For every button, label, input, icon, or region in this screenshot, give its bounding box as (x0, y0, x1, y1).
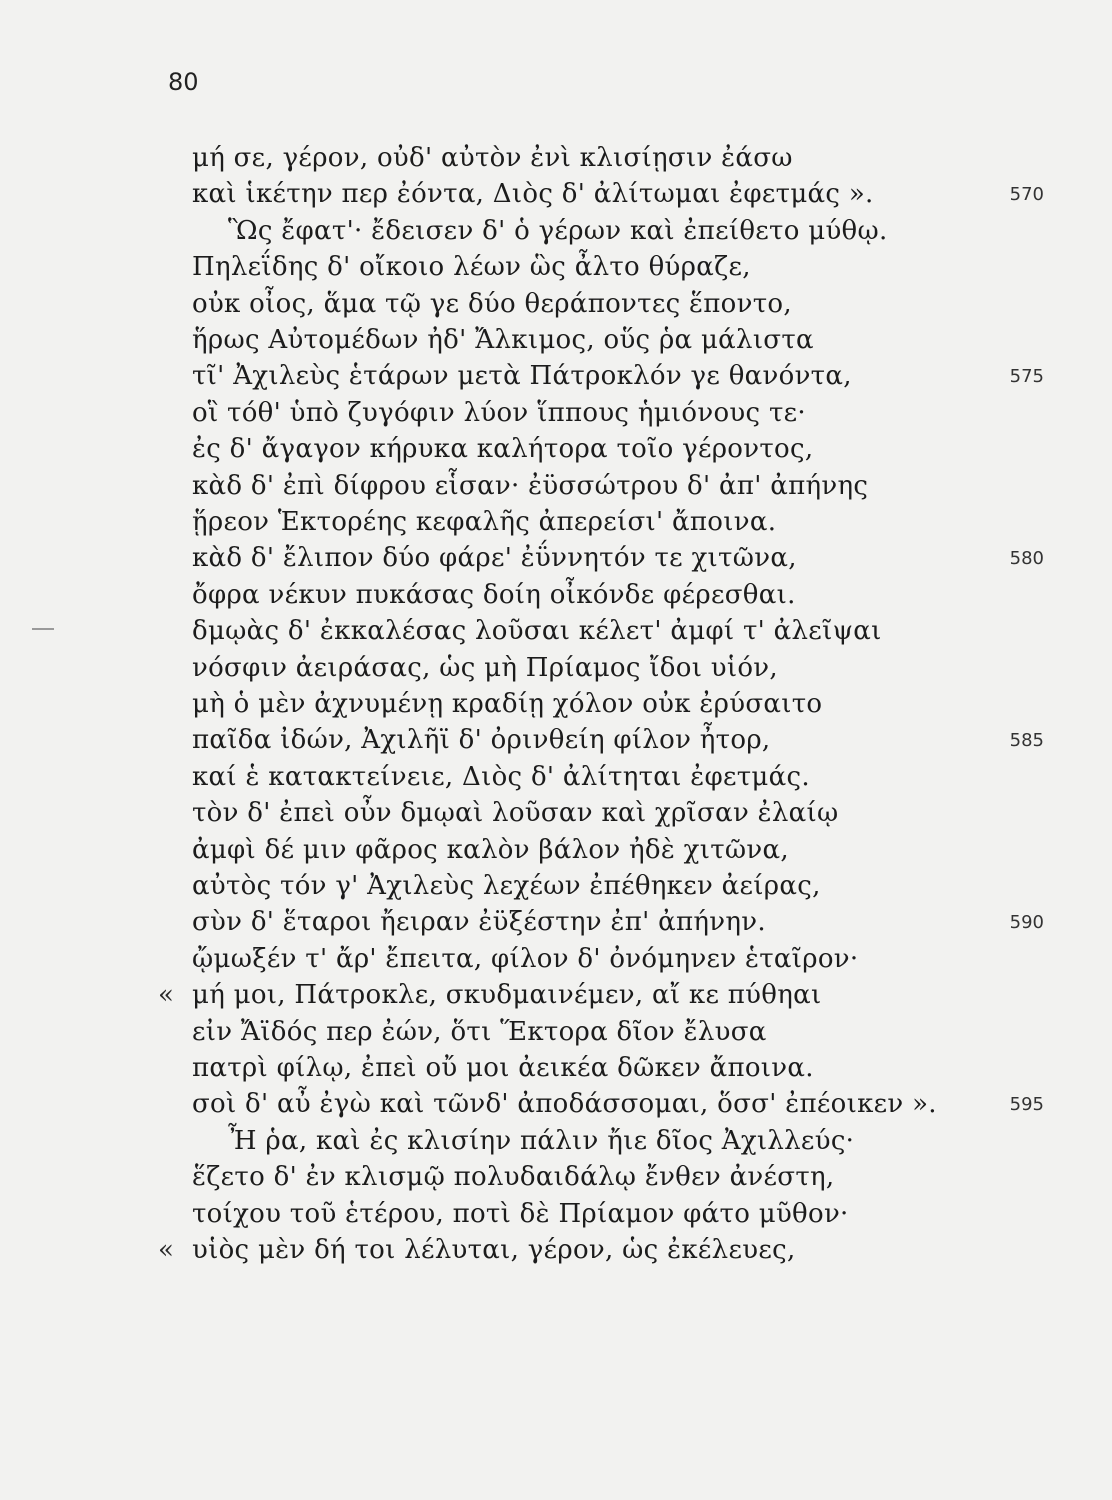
verse-text: κὰδ δ' ἔλιπον δύο φάρε' ἐΰννητόν τε χιτῶνα, (192, 543, 797, 574)
verse-line (0, 395, 1112, 431)
verse-line (0, 868, 1112, 904)
verse-line (0, 1159, 1112, 1195)
verse-text: καὶ ἱκέτην περ ἐόντα, Διὸς δ' ἀλίτωμαι ἐφετμάς ». (192, 179, 874, 210)
verse-text: τῖ' Ἀχιλεὺς ἑτάρων μετὰ Πάτροκλόν γε θανόντα, (192, 361, 852, 392)
verse-line (0, 286, 1112, 322)
verse-line (0, 686, 1112, 722)
verse-text: ᾤμωξέν τ' ἄρ' ἔπειτα, φίλον δ' ὀνόμηνεν ἑταῖρον· (192, 943, 859, 974)
verse-text: σὺν δ' ἕταροι ἤειραν ἐϋξέστην ἐπ' ἀπήνην. (192, 907, 766, 938)
verse-text: μή μοι, Πάτροκλε, σκυδμαινέμεν, αἴ κε πύθηαι (192, 980, 822, 1011)
verse-line (0, 795, 1112, 831)
verse-text: τοίχου τοῦ ἑτέρου, ποτὶ δὲ Πρίαμον φάτο μῦθον· (192, 1198, 849, 1229)
verse-line (0, 540, 1112, 576)
verse-line (0, 1050, 1112, 1086)
verse-line (0, 650, 1112, 686)
verse-line (0, 322, 1112, 358)
verse-line (0, 1086, 1112, 1122)
line-number: 580 (1009, 548, 1044, 570)
verse-text: οἳ τόθ' ὑπὸ ζυγόφιν λύον ἵππους ἡμιόνους τε· (192, 397, 806, 428)
verse-text: μὴ ὁ μὲν ἀχνυμένῃ κραδίῃ χόλον οὐκ ἐρύσαιτο (192, 689, 823, 719)
line-number: 585 (1009, 730, 1044, 752)
verse-text: αὐτὸς τόν γ' Ἀχιλεὺς λεχέων ἐπέθηκεν ἀείρας, (192, 871, 821, 901)
verse-line (0, 1196, 1112, 1232)
verse-line (0, 1014, 1112, 1050)
verse-text: ἀμφὶ δέ μιν φᾶρος καλὸν βάλον ἠδὲ χιτῶνα, (192, 834, 789, 865)
verse-line (0, 904, 1112, 940)
verse-text: καί ἑ κατακτείνειε, Διὸς δ' ἀλίτηται ἐφετμάς. (192, 761, 810, 792)
verse-text: Πηλεΐδης δ' οἴκοιο λέων ὣς ἆλτο θύραζε, (192, 252, 751, 283)
verse-line (0, 613, 1112, 649)
verse-line (0, 140, 1112, 176)
line-number: 575 (1009, 366, 1044, 388)
verse-text: ἕζετο δ' ἐν κλισμῷ πολυδαιδάλῳ ἔνθεν ἀνέστη, (192, 1162, 835, 1193)
line-number: 595 (1009, 1094, 1044, 1116)
verse-text: μή σε, γέρον, οὐδ' αὐτὸν ἐνὶ κλισίῃσιν ἐάσω (192, 143, 793, 173)
verse-line (0, 504, 1112, 540)
verse-line (0, 213, 1112, 249)
verse-text: Ἦ ῥα, καὶ ἐς κλισίην πάλιν ἤιε δῖος Ἀχιλλεύς· (228, 1125, 855, 1156)
page-number: 80 (168, 68, 199, 96)
verse-line (0, 1123, 1112, 1159)
verse-text: ὄφρα νέκυν πυκάσας δοίη οἶκόνδε φέρεσθαι. (192, 579, 796, 610)
verse-line (0, 431, 1112, 467)
verse-line (0, 1232, 1112, 1268)
verse-text: οὐκ οἶος, ἅμα τῷ γε δύο θεράποντες ἕποντο, (192, 288, 792, 319)
verse-text: σοὶ δ' αὖ ἐγὼ καὶ τῶνδ' ἀποδάσσομαι, ὅσσ' ἐπέοικεν ». (192, 1089, 937, 1120)
verse-text: δμῳὰς δ' ἐκκαλέσας λοῦσαι κέλετ' ἀμφί τ' ἀλεῖψαι (192, 616, 882, 647)
quote-mark: « (158, 1235, 174, 1265)
verse-line (0, 249, 1112, 285)
verse-text: πατρὶ φίλῳ, ἐπεὶ οὔ μοι ἀεικέα δῶκεν ἄποινα. (192, 1053, 814, 1083)
verse-line (0, 358, 1112, 394)
verse-line (0, 176, 1112, 212)
verse-line (0, 468, 1112, 504)
verse-text: ἥρως Αὐτομέδων ἠδ' Ἄλκιμος, οὕς ῥα μάλιστα (192, 325, 814, 355)
verse-line (0, 722, 1112, 758)
verse-text: νόσφιν ἀειράσας, ὡς μὴ Πρίαμος ἴδοι υἱόν, (192, 652, 778, 683)
verse-line (0, 977, 1112, 1013)
verse-text: κὰδ δ' ἐπὶ δίφρου εἷσαν· ἐϋσσώτρου δ' ἀπ' ἀπήνης (192, 470, 869, 501)
verse-line (0, 941, 1112, 977)
verse-text: τὸν δ' ἐπεὶ οὖν δμῳαὶ λοῦσαν καὶ χρῖσαν ἐλαίῳ (192, 798, 839, 829)
verse-text: ἐς δ' ἄγαγον κήρυκα καλήτορα τοῖο γέροντος, (192, 434, 814, 465)
verse-line (0, 577, 1112, 613)
verse-text: παῖδα ἰδών, Ἀχιλῆϊ δ' ὀρινθείη φίλον ἦτορ, (192, 725, 771, 756)
verse-text: Ὣς ἔφατ'· ἔδεισεν δ' ὁ γέρων καὶ ἐπείθετο μύθῳ. (228, 215, 888, 246)
verse-line (0, 759, 1112, 795)
line-number: 570 (1009, 184, 1044, 206)
quote-mark: « (158, 980, 174, 1011)
verse-text: εἰν Ἄϊδός περ ἐών, ὅτι Ἕκτορα δῖον ἔλυσα (192, 1016, 767, 1047)
verse-text: υἱὸς μὲν δή τοι λέλυται, γέρον, ὡς ἐκέλευες, (192, 1235, 796, 1265)
verse-line (0, 832, 1112, 868)
line-number: 590 (1009, 912, 1044, 934)
verse-text: ᾕρεον Ἑκτορέης κεφαλῆς ἀπερείσι' ἄποινα. (192, 507, 777, 537)
